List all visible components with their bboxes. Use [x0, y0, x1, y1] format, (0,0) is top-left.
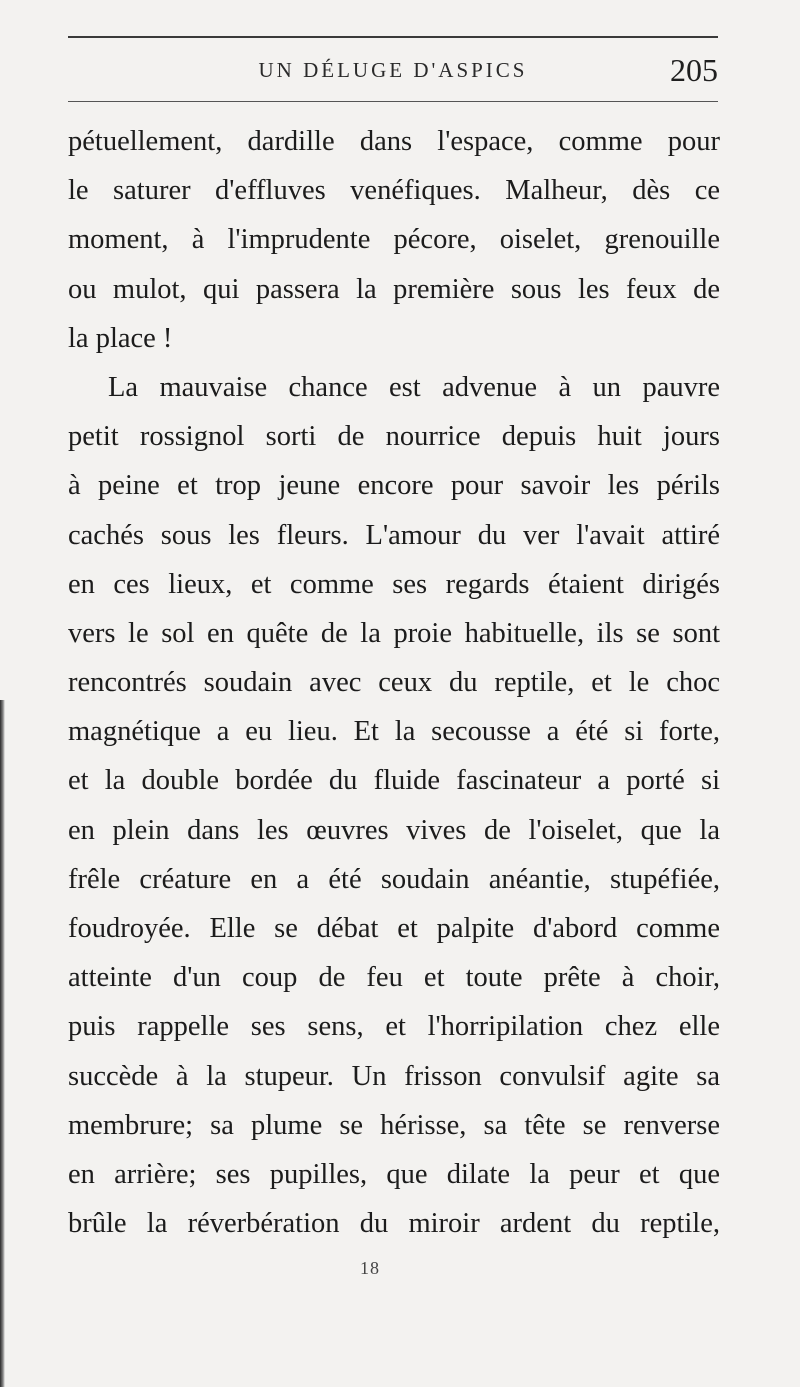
text-line: en plein dans les œuvres vives de l'oiselet, que la	[68, 814, 720, 846]
text-line: succède à la stupeur. Un frisson convulsif agite sa	[68, 1060, 720, 1092]
text-line: ou mulot, qui passera la première sous les feux de	[68, 273, 720, 305]
text-line: le saturer d'effluves venéfiques. Malheur, dès ce	[68, 175, 720, 207]
text-line: pétuellement, dardille dans l'espace, comme pour	[68, 126, 720, 157]
page-header	[68, 46, 718, 96]
text-line: petit rossignol sorti de nourrice depuis huit jours	[68, 421, 720, 453]
text-line: cachés sous les fleurs. L'amour du ver l'avait attiré	[68, 519, 720, 551]
text-line: atteinte d'un coup de feu et toute prête à choir,	[68, 962, 720, 994]
header-rule	[68, 101, 718, 102]
text-line: et la double bordée du fluide fascinateur a porté si	[68, 765, 720, 797]
text-line: La mauvaise chance est advenue à un pauvre	[108, 371, 720, 403]
page-number: 205	[670, 52, 718, 88]
paragraph	[68, 117, 720, 363]
text-line: rencontrés soudain avec ceux du reptile, et le choc	[68, 667, 720, 699]
body-text	[68, 117, 720, 1248]
text-line: puis rappelle ses sens, et l'horripilation chez elle	[68, 1011, 720, 1043]
top-rule	[68, 36, 718, 38]
text-line: vers le sol en quête de la proie habituelle, ils se sont	[68, 617, 720, 649]
text-line: magnétique a eu lieu. Et la secousse a été si forte,	[68, 716, 720, 748]
text-line: en ces lieux, et comme ses regards étaient dirigés	[68, 568, 720, 600]
paragraph	[68, 363, 720, 1248]
text-line: membrure; sa plume se hérisse, sa tête se renverse	[68, 1109, 720, 1141]
page-edge-shadow	[0, 700, 5, 1387]
text-line: brûle la réverbération du miroir ardent du reptile,	[68, 1208, 720, 1240]
text-line: la place !	[68, 322, 173, 354]
text-line: foudroyée. Elle se débat et palpite d'abord comme	[68, 913, 720, 944]
text-line: en arrière; ses pupilles, que dilate la peur et que	[68, 1158, 720, 1190]
text-line: à peine et trop jeune encore pour savoir les périls	[68, 470, 720, 502]
text-line: frêle créature en a été soudain anéantie, stupéfiée,	[68, 863, 720, 895]
signature-mark: 18	[360, 1258, 380, 1278]
running-title: UN DÉLUGE D'ASPICS	[258, 58, 528, 82]
text-line: moment, à l'imprudente pécore, oiselet, grenouille	[68, 224, 720, 256]
